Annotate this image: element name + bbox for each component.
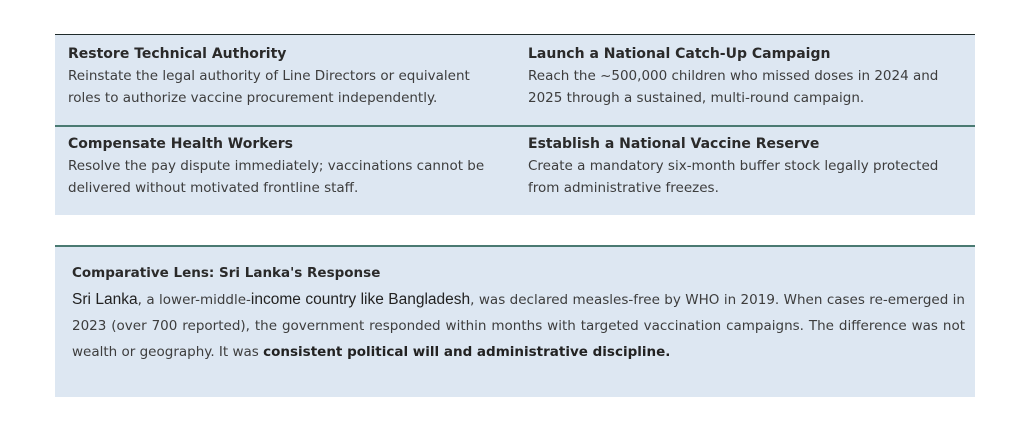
recommendation-title: Compensate Health Workers bbox=[68, 136, 293, 152]
recommendation-body: Resolve the pay dispute immediately; vaccinations cannot be delivered without motivated frontline staff. bbox=[68, 158, 485, 196]
row-divider bbox=[55, 125, 975, 127]
recommendation-compensate-health-workers bbox=[68, 135, 506, 199]
lens-text-segment: , was declared measles-free by WHO in 2019. When cases re-emerged in 2023 (over 700 reported), the government responded within months with targeted vaccination campaigns. The difference was not wealth or geography. It was bbox=[72, 292, 965, 360]
lens-comparison-highlight: income country like Bangladesh bbox=[250, 291, 471, 308]
comparative-lens-text bbox=[72, 287, 965, 365]
recommendation-restore-technical-authority bbox=[68, 45, 506, 109]
lens-conclusion-emphasis: consistent political will and administrative discipline. bbox=[263, 344, 671, 360]
recommendation-body: Reinstate the legal authority of Line Directors or equivalent roles to authorize vaccine procurement independently. bbox=[68, 68, 470, 106]
recommendation-body: Create a mandatory six-month buffer stock legally protected from administrative freezes. bbox=[528, 158, 939, 196]
recommendation-body: Reach the ~500,000 children who missed doses in 2024 and 2025 through a sustained, multi-round campaign. bbox=[528, 68, 939, 106]
lens-country-name: Sri Lanka bbox=[72, 291, 138, 308]
lens-text-segment: , a lower-middle- bbox=[137, 292, 251, 308]
recommendation-vaccine-reserve bbox=[528, 135, 966, 199]
recommendations-panel bbox=[55, 34, 975, 215]
comparative-lens-title: Comparative Lens: Sri Lanka's Response bbox=[72, 265, 381, 281]
recommendation-title: Restore Technical Authority bbox=[68, 46, 287, 62]
recommendation-title: Establish a National Vaccine Reserve bbox=[528, 136, 820, 152]
recommendation-catch-up-campaign bbox=[528, 45, 966, 109]
comparative-lens-panel bbox=[55, 245, 975, 397]
recommendation-title: Launch a National Catch-Up Campaign bbox=[528, 46, 831, 62]
